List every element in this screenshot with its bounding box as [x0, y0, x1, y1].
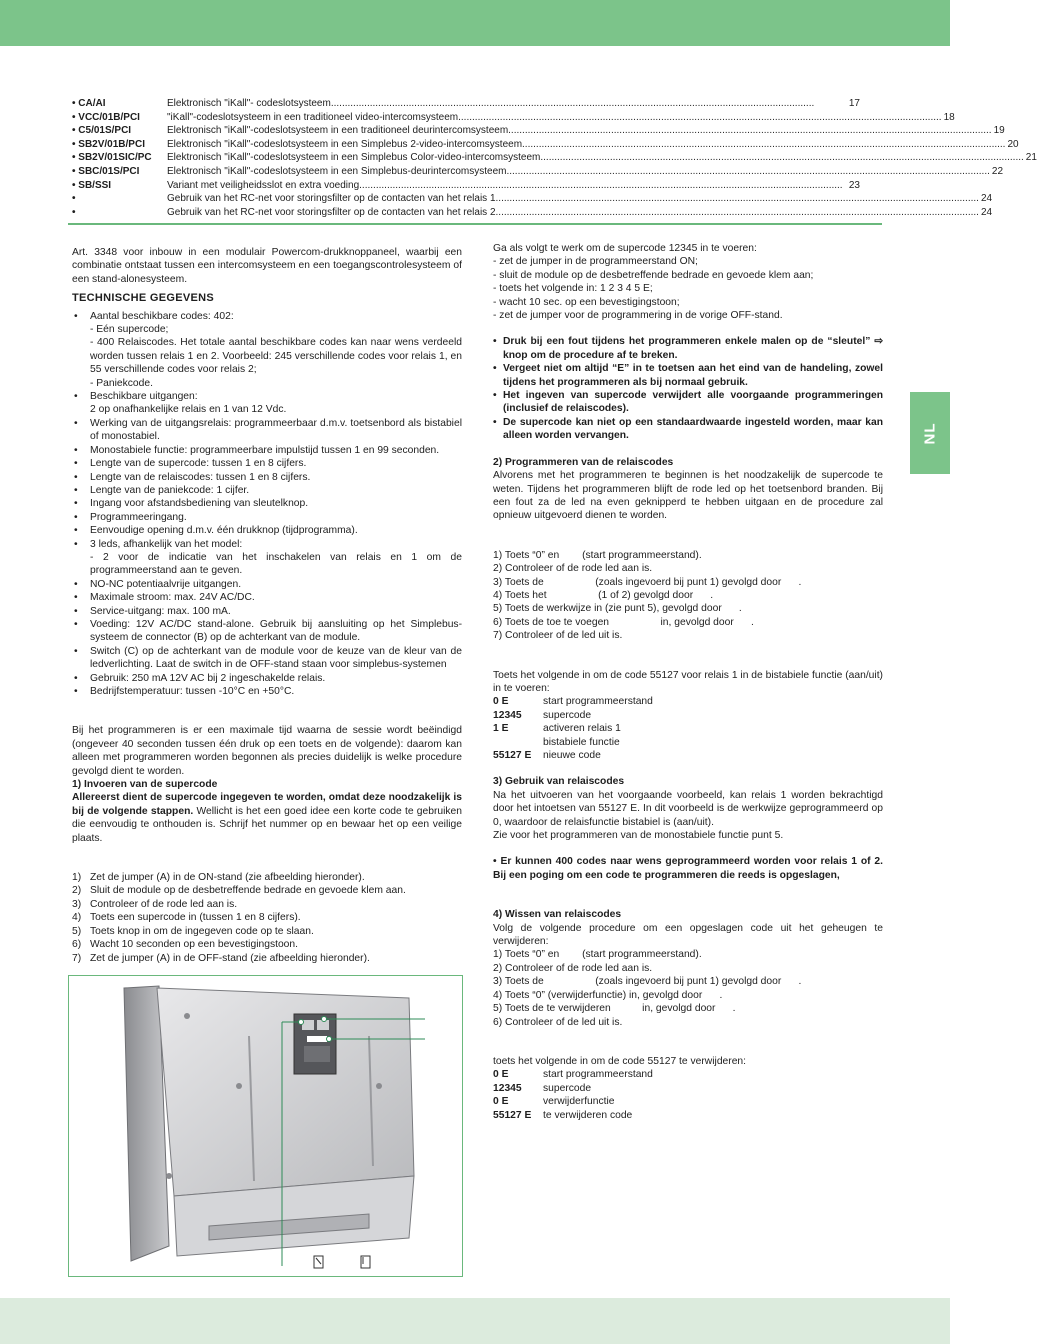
technical-data-heading: TECHNISCHE GEGEVENS	[72, 292, 215, 305]
list-item: • Het ingeven van supercode verwijdert alle voorgaande programmeringen (inclusief de relaiscodes).	[493, 389, 883, 416]
text-line: - zet de jumper in de programmeerstand ON;	[493, 256, 698, 268]
text-line: 3) Toets de (zoals ingevoerd bij punt 1) gevolgd door .	[493, 576, 802, 588]
text-line: 2) Controleer of de rode led aan is.	[493, 962, 653, 974]
list-item: • Lengte van de paniekcode: 1 cijfer.	[72, 484, 462, 497]
table-row: 55127 E nieuwe code	[493, 750, 601, 761]
delete-code-table	[493, 1068, 653, 1122]
list-item: • Beschikbare uitgangen: 2 op onafhankelijke relais en 1 van 12 Vdc.	[72, 390, 462, 417]
table-row: 12345 supercode	[493, 709, 592, 721]
list-item: • Werking van de uitgangsrelais: programmeerbaar d.m.v. toetsenbord als bistabiel of monostabiel.	[72, 417, 462, 444]
text-line: 5) Toets de te verwijderen in, gevolgd door .	[493, 1003, 736, 1015]
right-column	[493, 242, 883, 1122]
toc-row[interactable]: • C5/01S/PCI Elektronisch "iKall"-codeslotsysteem in een traditioneel deurintercomsysteem.............................................................................................................................................................................. 19	[72, 125, 1005, 137]
section-2-example: Toets het volgende in om de code 55127 voor relais 1 in de bistabiele functie (aan/uit) in te voeren:	[493, 669, 883, 694]
list-item: • Aantal beschikbare codes: 402: - Eén supercode; - 400 Relaiscodes. Het totale aantal beschikbare codes kan naar wens verdeeld worden tussen relais 1 en 2. Voorbeeld: 245 verschillende codes voor relais 1, en 55 verschillende codes voor relais 2; - Paniekcode.	[72, 310, 462, 390]
notes-list	[493, 335, 883, 442]
technical-data-list	[72, 310, 462, 699]
toc-row[interactable]: • CA/AI Elektronisch "iKall"- codeslotsysteem.............................................................................................................................................................................. 17	[72, 98, 860, 109]
list-item: • Ingang voor afstandsbediening van sleutelknop.	[72, 497, 462, 510]
section-3-text: Na het uitvoeren van het voorgaande voorbeeld, kan relais 1 worden bekrachtigd door het intoetsen van 55127 E. In dit voorbeeld is de werkwijze geprogrammeerd op 0, waardoor de relaisfunctie bistabiel is (aan/uit).	[493, 789, 883, 828]
list-item: 7) Zet de jumper (A) in de OFF-stand (zie afbeelding hieronder).	[72, 952, 370, 964]
list-item: • Monostabiele functie: programmeerbare impulstijd tussen 1 en 99 seconden.	[72, 444, 462, 457]
section-1-title: 1) Invoeren van de supercode	[72, 779, 218, 791]
text-line: 3) Toets de (zoals ingevoerd bij punt 1) gevolgd door .	[493, 976, 802, 988]
list-item: 6) Wacht 10 seconden op een bevestigingstoon.	[72, 939, 298, 951]
list-item: • Lengte van de relaiscodes: tussen 1 en 8 cijfers.	[72, 471, 462, 484]
list-item: • 3 leds, afhankelijk van het model: - 2 voor de indicatie van het inschakelen van relais en 1 om de programmeerstand aan te geven.	[72, 538, 462, 578]
module-illustration	[69, 976, 462, 1276]
toc-row[interactable]: • Gebruik van het RC-net voor storingsfilter op de contacten van het relais 1.............................................................................................................................................................................. 24	[72, 193, 993, 205]
list-item: • De supercode kan niet op een standaardwaarde ingesteld worden, maar kan alleen worden vervangen.	[493, 416, 883, 443]
list-item: • Eenvoudige opening d.m.v. één drukknop (tijdprogramma).	[72, 524, 462, 537]
toc-divider	[68, 223, 882, 225]
toc-row[interactable]: • SBC/01S/PCI Elektronisch "iKall"-codeslotsysteem in een Simplebus-deurintercomsysteem.............................................................................................................................................................................. 22	[72, 165, 1004, 177]
programming-intro: Bij het programmeren is er een maximale tijd waarna de sessie wordt beëindigd (ongeveer 40 seconden tussen één druk op een toets en de volgende): daarom kan alleen met programmeren worden begonnen als precies duidelijk is welke procedure gevolgd dient te worden.	[72, 725, 462, 777]
hand-icon	[361, 1256, 370, 1268]
list-item: • NO-NC potentiaalvrije uitgangen.	[72, 578, 462, 591]
toc-row[interactable]: • SB/SSI Variant met veiligheidsslot en extra voeding.............................................................................................................................................................................. 23	[72, 179, 860, 191]
section-4-example: toets het volgende in om de code 55127 te verwijderen:	[493, 1055, 747, 1067]
text-line: - wacht 10 sec. op een bevestigingstoon;	[493, 296, 680, 308]
table-row: 12345 supercode	[493, 1082, 592, 1094]
left-column	[72, 246, 462, 965]
footer-band	[0, 1298, 950, 1344]
table-row: 1 E activeren relais 1	[493, 723, 621, 735]
text-line: 6) Controleer of de led uit is.	[493, 1016, 623, 1028]
table-of-contents	[72, 97, 1037, 219]
list-item: • Bedrijfstemperatuur: tussen -10°C en +50°C.	[72, 685, 462, 698]
list-item: • Programmeeringang.	[72, 511, 462, 524]
table-row: 0 E start programmeerstand	[493, 696, 653, 708]
text-line: 4) Toets het (1 of 2) gevolgd door .	[493, 589, 714, 601]
text-line: 7) Controleer of de led uit is.	[493, 630, 623, 642]
language-tab: NL	[910, 392, 950, 474]
toc-row[interactable]: • SB2V/01SIC/PC Elektronisch "iKall"-codeslotsysteem in een Simplebus Color-video-intercomsysteem.............................................................................................................................................................................. 21	[72, 152, 1037, 164]
text-line: 1) Toets “0” en (start programmeerstand).	[493, 549, 702, 561]
section-3-note: • Er kunnen 400 codes naar wens geprogrammeerd worden voor relais 1 of 2. Bij een poging om een code te programmeren die reeds is opgeslagen,	[493, 856, 883, 881]
section-4-title: 4) Wissen van relaiscodes	[493, 909, 622, 921]
toc-row[interactable]: • SB2V/01B/PCI Elektronisch "iKall"-codeslotsysteem in een Simplebus 2-video-intercomsysteem.............................................................................................................................................................................. 20	[72, 138, 1019, 150]
text-line: 1) Toets “0” en (start programmeerstand).	[493, 949, 702, 961]
section-1-text: Allereerst dient de supercode ingegeven te worden, omdat deze noodzakelijk is bij de volgende stappen. Wellicht is het een goed idee een korte code te gebruiken die eenvoudig te onthouden is. Schrijf het nummer op en bewaar het op een veilige plaats.	[72, 792, 463, 844]
section-3-text-2: Zie voor het programmeren van de monostabiele functie punt 5.	[493, 830, 784, 842]
toc-row[interactable]: • VCC/01B/PCI "iKall"-codeslotsysteem in een traditioneel video-intercomsysteem.............................................................................................................................................................................. 18	[72, 111, 955, 123]
relay-code-table	[493, 695, 653, 762]
text-line: - zet de jumper voor de programmering in de vorige OFF-stand.	[493, 310, 783, 322]
supercode-steps	[72, 871, 462, 965]
list-item: 2) Sluit de module op de desbetreffende bedrade en gevoede klem aan.	[72, 885, 406, 897]
list-item: • Lengte van de supercode: tussen 1 en 8 cijfers.	[72, 457, 462, 470]
hand-icon	[314, 1256, 323, 1268]
table-row: bistabiele functie	[543, 736, 620, 748]
list-item: 1) Zet de jumper (A) in de ON-stand (zie afbeelding hieronder).	[72, 872, 365, 884]
section-4-text: Volg de volgende procedure om een opgeslagen code uit het geheugen te verwijderen:	[493, 922, 883, 948]
list-item: • Maximale stroom: max. 24V AC/DC.	[72, 591, 462, 604]
table-row: 0 E start programmeerstand	[493, 1069, 653, 1081]
text-line: - toets het volgende in: 1 2 3 4 5 E;	[493, 283, 653, 295]
list-item: 3) Controleer of de rode led aan is.	[72, 898, 238, 910]
table-row: 55127 E te verwijderen code	[493, 1109, 633, 1121]
toc-row[interactable]: • Gebruik van het RC-net voor storingsfilter op de contacten van het relais 2.............................................................................................................................................................................. 24	[72, 206, 993, 218]
supercode-example-intro: Ga als volgt te werk om de supercode 12345 in te voeren:	[493, 243, 757, 254]
list-item: • Druk bij een fout tijdens het programmeren enkele malen op de “sleutel” ⇨ knop om de procedure af te breken.	[493, 335, 883, 362]
text-line: 5) Toets de werkwijze in (zie punt 5), gevolgd door .	[493, 603, 742, 615]
intro-paragraph: Art. 3348 voor inbouw in een modulair Powercom-drukknoppaneel, waarbij een combinatie ontstaat tussen een intercomsysteem en een toegangscontrolesysteem of een stand-alonesysteem.	[72, 247, 462, 285]
list-item: • Service-uitgang: max. 100 mA.	[72, 605, 462, 618]
section-2-title: 2) Programmeren van de relaiscodes	[493, 456, 674, 468]
text-line: - sluit de module op de desbetreffende bedrade en gevoede klem aan;	[493, 269, 814, 281]
list-item: • Switch (C) op de achterkant van de module voor de keuze van de kleur van de ledverlichting. Laat de switch in de OFF-stand staan voor simplebus-systemen	[72, 645, 462, 672]
text-line: 2) Controleer of de rode led aan is.	[493, 563, 653, 575]
module-back-figure	[68, 975, 463, 1277]
section-2-text: Alvorens met het programmeren te beginnen is het noodzakelijk de supercode te weten. Tijdens het programmeren blijft de rode led op het toetsenbord branden. Bij een fout za de led na even geknipperd te hebben uitgaan en de procedure zal opnieuw uitgevoerd dienen te worden.	[493, 470, 883, 522]
header-band	[0, 0, 950, 46]
list-item: • Vergeet niet om altijd “E” in te toetsen aan het eind van de handeling, zowel tijdens het programmeren als bij normaal gebruik.	[493, 362, 883, 389]
section-3-title: 3) Gebruik van relaiscodes	[493, 776, 625, 788]
table-row: 0 E verwijderfunctie	[493, 1096, 615, 1108]
list-item: • Voeding: 12V AC/DC stand-alone. Gebruik bij aansluiting op het Simplebus-systeem de connector (B) op de achterkant van de module.	[72, 618, 462, 645]
list-item: • Gebruik: 250 mA 12V AC bij 2 ingeschakelde relais.	[72, 672, 462, 685]
list-item: 4) Toets een supercode in (tussen 1 en 8 cijfers).	[72, 912, 301, 924]
list-item: 5) Toets knop in om de ingegeven code op te slaan.	[72, 925, 314, 937]
text-line: 4) Toets “0” (verwijderfunctie) in, gevolgd door .	[493, 989, 723, 1001]
text-line: 6) Toets de toe te voegen in, gevolgd door .	[493, 616, 754, 628]
